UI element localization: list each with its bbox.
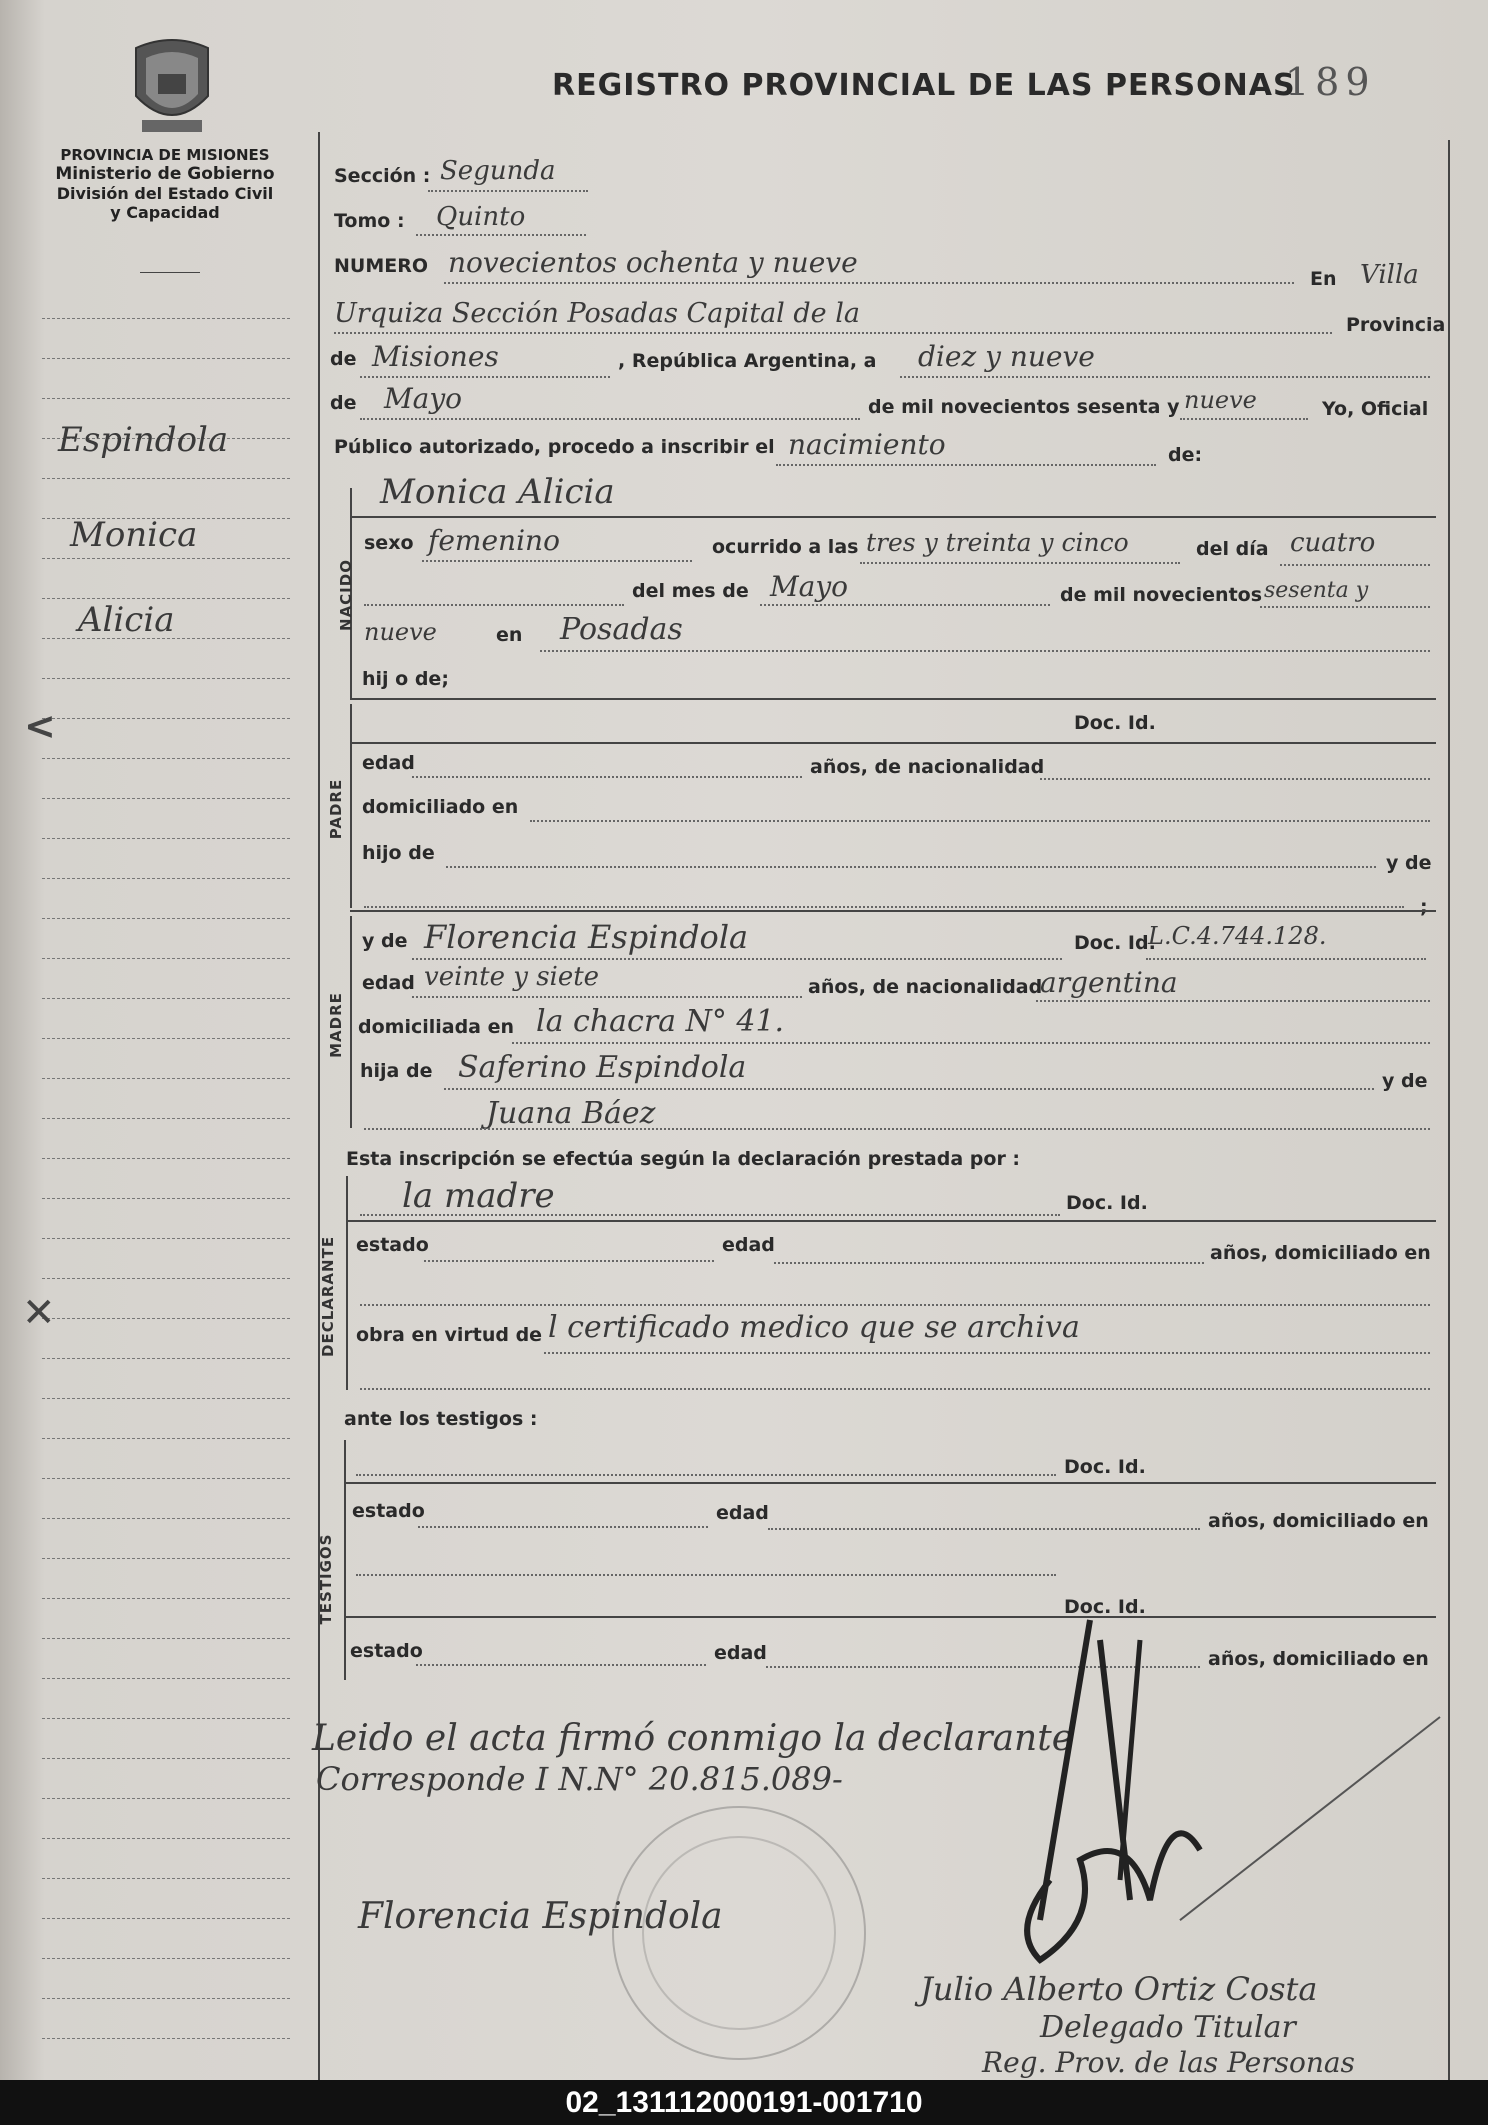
del-dia-label: del día xyxy=(1196,538,1269,560)
madre-domicilio-value: la chacra N° 41. xyxy=(536,1004,785,1039)
margin-surname: Espindola xyxy=(58,420,229,460)
mes-value: Mayo xyxy=(384,382,463,415)
signature-oficial-icon xyxy=(980,1600,1220,1980)
oficial-nombre: Julio Alberto Ortiz Costa xyxy=(920,1970,1318,2008)
section-declarante-label: DECLARANTE xyxy=(319,1235,337,1357)
testigos-label: ante los testigos : xyxy=(344,1408,538,1430)
en-label-2: en xyxy=(496,624,523,646)
declarante-domicilio-label: años, domiciliado en xyxy=(1210,1242,1431,1264)
madre-y-de-label: y de xyxy=(362,930,408,952)
madre-domicilio-label: domiciliada en xyxy=(358,1016,515,1038)
division-name-2: y Capacidad xyxy=(110,203,220,222)
testigo2-domicilio-label: años, domiciliado en xyxy=(1208,1648,1429,1670)
testigo1-domicilio-label: años, domiciliado en xyxy=(1208,1510,1429,1532)
page-title: REGISTRO PROVINCIAL DE LAS PERSONAS xyxy=(552,68,1296,103)
nota-linea-2: Corresponde I N.N° 20.815.089- xyxy=(316,1760,843,1798)
madre-edad-label: edad xyxy=(362,972,415,994)
declarante-value: la madre xyxy=(402,1176,555,1216)
anio-value: nueve xyxy=(1184,386,1257,414)
testigo2-doc-label: Doc. Id. xyxy=(1064,1596,1146,1618)
declarante-doc-label: Doc. Id. xyxy=(1066,1192,1148,1214)
nac-anio-value: sesenta y xyxy=(1264,578,1369,603)
acto-value: nacimiento xyxy=(788,428,946,461)
mil-novecientos-label: de mil novecientos sesenta y xyxy=(868,396,1180,418)
madre-nombre-value: Florencia Espindola xyxy=(424,918,749,956)
madre-doc-value: L.C.4.744.128. xyxy=(1148,922,1327,950)
image-caption: 02_131112000191-001710 xyxy=(0,2080,1488,2125)
sexo-value: femenino xyxy=(428,524,560,557)
testigo2-edad-label: edad xyxy=(714,1642,767,1664)
madre-doc-label: Doc. Id. xyxy=(1074,932,1156,954)
ocurrido-label: ocurrido a las xyxy=(712,536,859,558)
republica-label: , República Argentina, a xyxy=(618,350,877,372)
margin-first-name: Monica xyxy=(70,515,198,555)
en-value: Villa xyxy=(1360,260,1419,290)
firma-declarante: Florencia Espindola xyxy=(358,1896,723,1937)
nombre-value: Monica Alicia xyxy=(380,472,615,512)
document-page: PROVINCIA DE MISIONES Ministerio de Gobierno División del Estado Civil y Capacidad REGISTRO PROVINCIAL DE LAS PERSONAS 189 Espindola Monica Alicia Sección : Segunda Tomo : Quinto NUMERO novecientos ochenta y nueve En Villa Urquiza Sección Posadas Capital de la Provincia de Misiones , República Argentina, a diez y nueve de Mayo de mil novecientos sesenta y nueve Yo, Oficial Público autorizado, procedo a inscribir el nacimiento de: NACIDO Monica Alicia sexo femenino ocurrido a las tres y treinta y cinco del día cuatro del mes de Mayo de mil novecientos sesenta y nueve en Posadas hij o de; PADRE Doc. Id. edad años, de nacionalidad domiciliado en hijo de y de ; MADRE y de Florencia Espindola Doc. Id. L.C.4.744.128. edad veinte y siete años, de nacionalidad argentina domiciliada en la chacra N° 41. hija de Saferino Espindola y de Juana Báez Esta inscripción se efectúa según la declaración prestada por : DECLARANTE la madre Doc. Id. estado edad años, domiciliado en obra en virtud de l certificado medico que se archiva ante los testigos : TESTIGOS Doc. Id. estado edad años, domiciliado en Doc. Id. estado edad años, domiciliado en Leido el acta firmó conmigo la declarante Corresponde I N.N° 20.815.089- Florencia Espindola Julio Alberto Ortiz Costa Delegado Titular Reg. Prov. de las Personas < ✕ xyxy=(0,0,1488,2080)
declarante-estado-label: estado xyxy=(356,1234,429,1256)
padre-nacionalidad-label: años, de nacionalidad xyxy=(810,756,1045,778)
padre-doc-label: Doc. Id. xyxy=(1074,712,1156,734)
nac-anio-value-2: nueve xyxy=(364,618,437,646)
madre-nacionalidad-value: argentina xyxy=(1040,966,1178,999)
page-number: 189 xyxy=(1285,60,1376,104)
provincia-label: Provincia xyxy=(1346,314,1446,336)
padre-edad-label: edad xyxy=(362,752,415,774)
seccion-value: Segunda xyxy=(440,156,556,186)
nac-lugar-value: Posadas xyxy=(560,612,683,647)
testigo1-edad-label: edad xyxy=(716,1502,769,1524)
padre-y-de-label: y de xyxy=(1386,852,1432,874)
madre-nacionalidad-label: años, de nacionalidad xyxy=(808,976,1043,998)
section-madre-label: MADRE xyxy=(327,992,345,1058)
yo-oficial-label: Yo, Oficial xyxy=(1322,398,1429,420)
sexo-label: sexo xyxy=(364,532,414,554)
testigo1-estado-label: estado xyxy=(352,1500,425,1522)
province-name: PROVINCIA DE MISIONES xyxy=(60,146,270,164)
publico-label: Público autorizado, procedo a inscribir el xyxy=(334,436,775,458)
en-label: En xyxy=(1310,268,1337,290)
numero-value: novecientos ochenta y nueve xyxy=(448,246,858,279)
numero-label: NUMERO xyxy=(334,255,428,277)
lugar-value: Urquiza Sección Posadas Capital de la xyxy=(334,298,860,329)
testigo2-estado-label: estado xyxy=(350,1640,423,1662)
de-label-2: de xyxy=(330,392,357,414)
madre-y-de-label-2: y de xyxy=(1382,1070,1428,1092)
madre-padre-value: Saferino Espindola xyxy=(458,1050,747,1085)
division-name: División del Estado Civil xyxy=(56,184,274,203)
del-mes-label: del mes de xyxy=(632,580,749,602)
madre-madre-value: Juana Báez xyxy=(486,1096,656,1131)
tomo-label: Tomo : xyxy=(334,210,405,232)
de-colon-label: de: xyxy=(1168,444,1203,466)
dia-value: diez y nueve xyxy=(918,340,1095,373)
ministry-name: Ministerio de Gobierno xyxy=(55,164,275,184)
padre-hijo-de-label: hijo de xyxy=(362,842,435,864)
testigo1-doc-label: Doc. Id. xyxy=(1064,1456,1146,1478)
section-nacido-label: NACIDO xyxy=(337,559,355,631)
coat-of-arms-icon xyxy=(128,36,216,136)
margin-second-name: Alicia xyxy=(78,600,175,640)
padre-domicilio-label: domiciliado en xyxy=(362,796,519,818)
inscripcion-label: Esta inscripción se efectúa según la declaración prestada por : xyxy=(346,1148,1021,1170)
oficial-registro: Reg. Prov. de las Personas xyxy=(982,2046,1355,2079)
oficial-cargo: Delegado Titular xyxy=(1040,2010,1296,2045)
declarante-edad-label: edad xyxy=(722,1234,775,1256)
section-testigos-label: TESTIGOS xyxy=(317,1533,335,1625)
hora-value: tres y treinta y cinco xyxy=(866,528,1129,557)
madre-hija-de-label: hija de xyxy=(360,1060,433,1082)
mil-novecientos-label-2: de mil novecientos xyxy=(1060,584,1263,606)
seccion-label: Sección : xyxy=(334,165,431,187)
nac-dia-value: cuatro xyxy=(1290,528,1376,558)
obra-label: obra en virtud de xyxy=(356,1324,543,1346)
binding-mark-icon-2: ✕ xyxy=(22,1290,56,1336)
nota-linea-1: Leido el acta firmó conmigo la declarante xyxy=(312,1718,1073,1759)
de-label-1: de xyxy=(330,348,357,370)
binding-mark-icon: < xyxy=(24,704,56,748)
tomo-value: Quinto xyxy=(436,202,526,232)
madre-edad-value: veinte y siete xyxy=(424,962,600,992)
nac-mes-value: Mayo xyxy=(770,570,849,603)
provincia-value: Misiones xyxy=(372,340,499,373)
hijo-de-label: hij o de; xyxy=(362,668,449,690)
section-padre-label: PADRE xyxy=(327,778,345,840)
obra-value: l certificado medico que se archiva xyxy=(548,1310,1080,1345)
